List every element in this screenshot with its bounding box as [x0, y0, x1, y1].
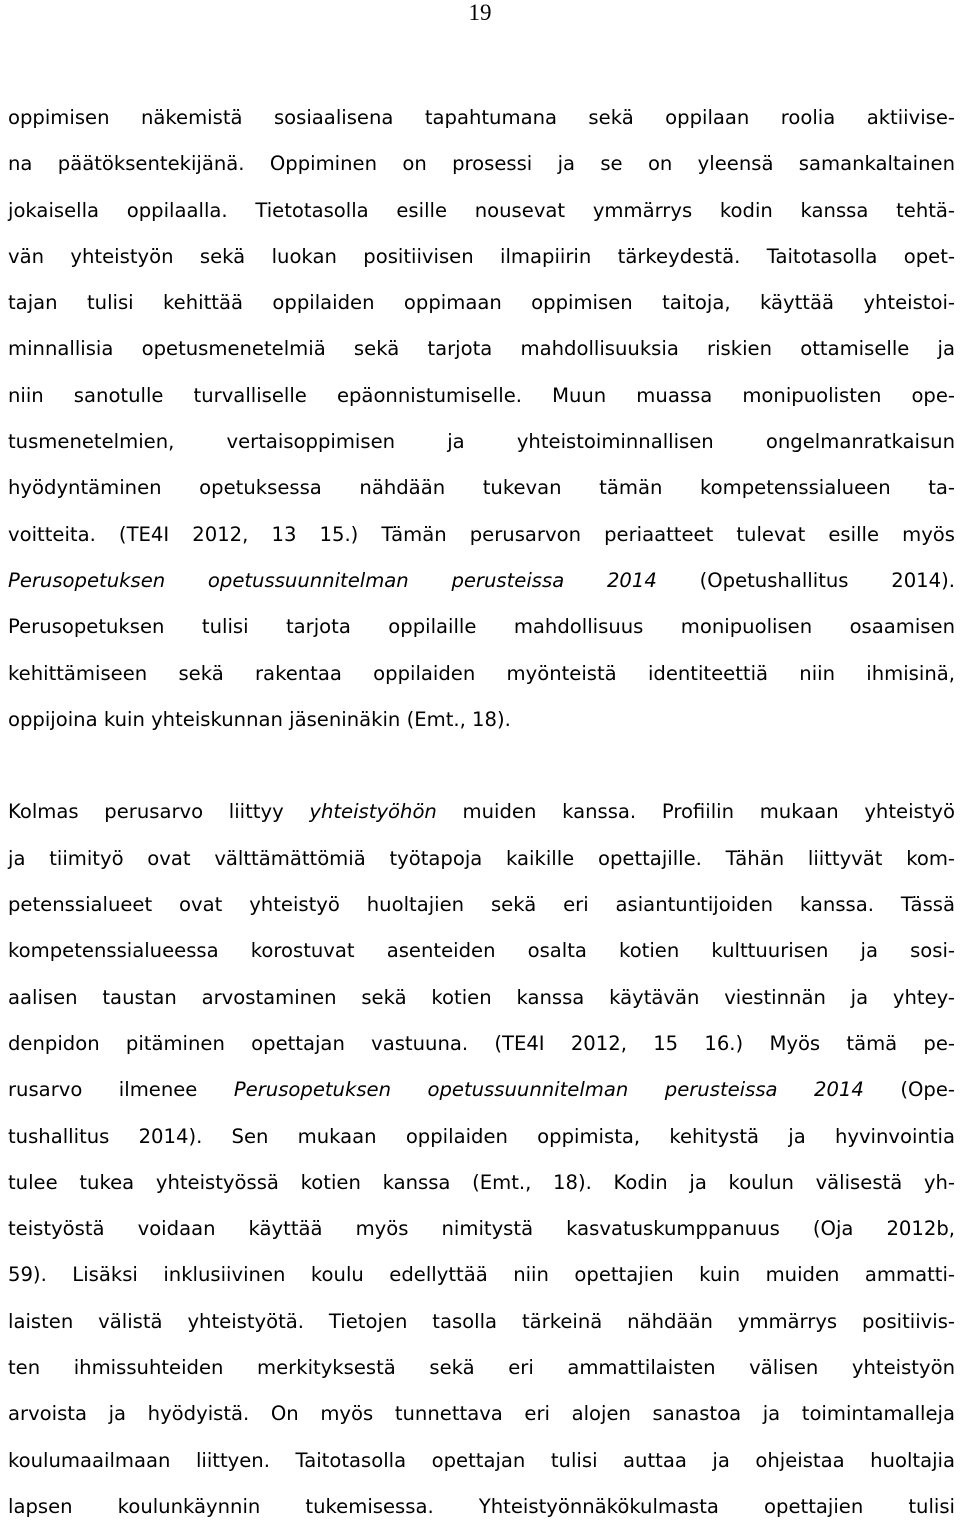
italic-title: Perusopetuksen opetussuunnitelman perusteissa 2014: [8, 568, 657, 592]
paragraph-line: ten ihmissuhteiden merkityksestä sekä eri ammattilaisten välisen yhteistyön: [8, 1356, 955, 1380]
paragraph-line: tajan tulisi kehittää oppilaiden oppimaan oppimisen taitoja, käyttää yhteistoi-: [8, 291, 955, 315]
paragraph-line: oppijoina kuin yhteiskunnan jäseninäkin (Emt., 18).: [8, 707, 511, 731]
paragraph-line: oppimisen näkemistä sosiaalisena tapahtumana sekä oppilaan roolia aktiivise-: [8, 106, 955, 129]
text-fragment: Kolmas perusarvo liittyy: [8, 800, 310, 824]
text-fragment: muiden kanssa. Profiilin mukaan yhteistyö: [436, 800, 955, 824]
paragraph-line: kompetenssialueessa korostuvat asenteiden osalta kotien kulttuurisen ja sosi-: [8, 939, 955, 963]
paragraph-line: petenssialueet ovat yhteistyö huoltajien sekä eri asiantuntijoiden kanssa. Tässä: [8, 893, 955, 917]
paragraph-line: [8, 1067, 955, 1113]
body-text: [8, 95, 955, 1530]
paragraph-line: lapsen koulunkäynnin tukemisessa. Yhteistyönnäkökulmasta opettajien tulisi: [8, 1494, 955, 1518]
text-fragment: (Ope-: [863, 1078, 955, 1102]
paragraph-line: 59). Lisäksi inklusiivinen koulu edellyttää niin opettajien kuin muiden ammatti-: [8, 1263, 955, 1287]
paragraph-line: niin sanotulle turvalliselle epäonnistumiselle. Muun muassa monipuolisten ope-: [8, 383, 955, 407]
paragraph-line: minnallisia opetusmenetelmiä sekä tarjota mahdollisuuksia riskien ottamiselle ja: [8, 337, 955, 361]
italic-term: yhteistyöhön: [309, 800, 437, 824]
paragraph-line: jokaisella oppilaalla. Tietotasolla esille nousevat ymmärrys kodin kanssa tehtä-: [8, 198, 955, 222]
paragraph-line: Perusopetuksen tulisi tarjota oppilaille mahdollisuus monipuolisen osaamisen: [8, 615, 955, 639]
paragraph-line: hyödyntäminen opetuksessa nähdään tukevan tämän kompetenssialueen ta-: [8, 476, 955, 500]
paragraph-line: laisten välistä yhteistyötä. Tietojen tasolla tärkeinä nähdään ymmärrys positiivis-: [8, 1309, 955, 1333]
paragraph-line: kehittämiseen sekä rakentaa oppilaiden myönteistä identiteettiä niin ihmisinä,: [8, 661, 955, 685]
paragraph-line: vän yhteistyön sekä luokan positiivisen ilmapiirin tärkeydestä. Taitotasolla opet-: [8, 244, 955, 268]
paragraph-line: na päätöksentekijänä. Oppiminen on prosessi ja se on yleensä samankaltainen: [8, 152, 955, 176]
paragraph-line: arvoista ja hyödyistä. On myös tunnettava eri alojen sanastoa ja toimintamalleja: [8, 1402, 955, 1426]
paragraph-line: aalisen taustan arvostaminen sekä kotien kanssa käytävän viestinnän ja yhtey-: [8, 985, 955, 1009]
paragraph-line: tushallitus 2014). Sen mukaan oppilaiden oppimista, kehitystä ja hyvinvointia: [8, 1124, 955, 1148]
page-number: 19: [468, 0, 492, 25]
paragraph-line: [8, 558, 955, 604]
paragraph-line: tusmenetelmien, vertaisoppimisen ja yhteistoiminnallisen ongelmanratkaisun: [8, 430, 955, 454]
text-fragment: (Opetushallitus 2014).: [656, 568, 955, 592]
paragraph-gap: [8, 743, 955, 789]
paragraph-line: tulee tukea yhteistyössä kotien kanssa (Emt., 18). Kodin ja koulun välisestä yh-: [8, 1170, 955, 1194]
paragraph-line: koulumaailmaan liittyen. Taitotasolla opettajan tulisi auttaa ja ohjeistaa huoltajia: [8, 1448, 955, 1472]
paragraph-line: denpidon pitäminen opettajan vastuuna. (TE4I 2012, 15 16.) Myös tämä pe-: [8, 1031, 955, 1055]
italic-title: Perusopetuksen opetussuunnitelman perusteissa 2014: [233, 1078, 864, 1102]
paragraph-line: [8, 789, 955, 835]
paragraph-line: voitteita. (TE4I 2012, 13 15.) Tämän perusarvon periaatteet tulevat esille myös: [8, 522, 955, 546]
text-fragment: rusarvo ilmenee: [8, 1078, 234, 1102]
paragraph-line: teistyöstä voidaan käyttää myös nimitystä kasvatuskumppanuus (Oja 2012b,: [8, 1217, 955, 1241]
paragraph-line: ja tiimityö ovat välttämättömiä työtapoja kaikille opettajille. Tähän liittyvät kom-: [8, 846, 955, 870]
